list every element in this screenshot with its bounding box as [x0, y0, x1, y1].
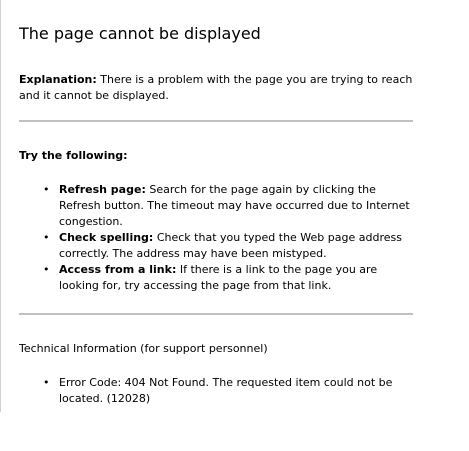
- bullet-icon: •: [43, 263, 50, 276]
- bullet-icon: •: [43, 183, 50, 196]
- suggestion-label: Refresh page:: [59, 183, 146, 196]
- explanation-label: Explanation:: [19, 73, 97, 86]
- suggestion-text: If there is a link to the page you are looking for, try accessing the page from that link.: [59, 263, 378, 292]
- technical-info-heading: Technical Information (for support personnel): [19, 342, 268, 355]
- bullet-icon: •: [43, 376, 50, 389]
- suggestions-list: [19, 182, 413, 294]
- suggestion-check-spelling: [19, 230, 413, 262]
- suggestion-access-from-link: [19, 262, 413, 294]
- suggestion-label: Check spelling:: [59, 231, 154, 244]
- error-code-item: [19, 375, 413, 407]
- suggestion-text: Search for the page again by clicking the Refresh button. The timeout may have occurred due to Internet congestion.: [59, 183, 410, 228]
- error-page-content: [19, 22, 413, 407]
- suggestion-text: Check that you typed the Web page address correctly. The address may have been mistyped.: [59, 231, 402, 260]
- try-following-heading: Try the following:: [19, 149, 128, 162]
- suggestion-refresh-page: [19, 182, 413, 230]
- divider: [19, 313, 413, 315]
- divider: [19, 120, 413, 122]
- suggestion-label: Access from a link:: [59, 263, 177, 276]
- page-left-border: [0, 0, 1, 412]
- page-title: The page cannot be displayed: [19, 24, 261, 43]
- error-list: [19, 375, 413, 407]
- explanation-text: There is a problem with the page you are trying to reach and it cannot be displayed.: [19, 73, 413, 102]
- explanation-paragraph: [19, 72, 413, 104]
- error-code-text: Error Code: 404 Not Found. The requested item could not be located. (12028): [59, 376, 393, 405]
- bullet-icon: •: [43, 231, 50, 244]
